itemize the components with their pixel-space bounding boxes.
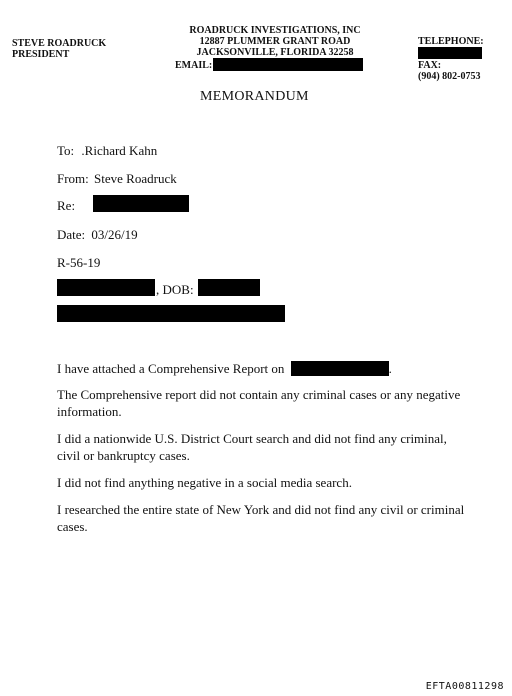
date-line: [57, 227, 138, 243]
to-line: [57, 143, 157, 159]
fax-number: (904) 802-0753: [418, 71, 481, 82]
paragraph-new-york-search: I researched the entire state of New York and did not find any civil or criminal cases.: [57, 502, 465, 534]
paragraph-comprehensive-report: The Comprehensive report did not contain any criminal cases or any negative information.: [57, 387, 461, 419]
company-address-line2: JACKSONVILLE, FLORIDA 32258: [196, 47, 354, 58]
date-label: Date:: [57, 227, 86, 242]
subject-name-redaction: [57, 279, 155, 296]
president-title: PRESIDENT: [12, 49, 70, 60]
telephone-redaction: [418, 47, 482, 59]
re-label: Re:: [57, 198, 76, 213]
fax-label: FAX:: [418, 60, 442, 71]
company-address-line1: 12887 PLUMMER GRANT ROAD: [199, 36, 351, 47]
paragraph-report-attached-period: .: [388, 361, 392, 376]
paragraph-report-attached: [57, 360, 467, 377]
paragraph-report-attached-text: I have attached a Comprehensive Report on: [57, 361, 285, 376]
paragraph-social-media-search: I did not find anything negative in a social media search.: [57, 475, 352, 490]
email-label: EMAIL:: [175, 60, 213, 71]
date-value: 03/26/19: [91, 227, 138, 242]
memo-title: MEMORANDUM: [200, 89, 309, 104]
email-redaction: [213, 58, 363, 71]
re-redaction: [93, 195, 189, 212]
from-line: [57, 171, 177, 187]
dob-redaction: [198, 279, 260, 296]
president-name: STEVE ROADRUCK: [12, 38, 107, 49]
telephone-label: TELEPHONE:: [418, 36, 484, 47]
report-subject-redaction: [291, 361, 389, 376]
document-id: EFTA00811298: [425, 681, 504, 692]
from-value: Steve Roadruck: [94, 171, 177, 186]
paragraph-district-court-search: I did a nationwide U.S. District Court search and did not find any criminal, civil or bankruptcy cases.: [57, 431, 447, 463]
from-label: From:: [57, 171, 89, 186]
reference-number: R-56-19: [57, 255, 101, 270]
dob-label: , DOB:: [156, 282, 194, 297]
company-name: ROADRUCK INVESTIGATIONS, INC: [189, 25, 361, 36]
to-label: To:: [57, 143, 75, 158]
to-value: .Richard Kahn: [81, 143, 158, 158]
subject-address-redaction: [57, 305, 285, 322]
